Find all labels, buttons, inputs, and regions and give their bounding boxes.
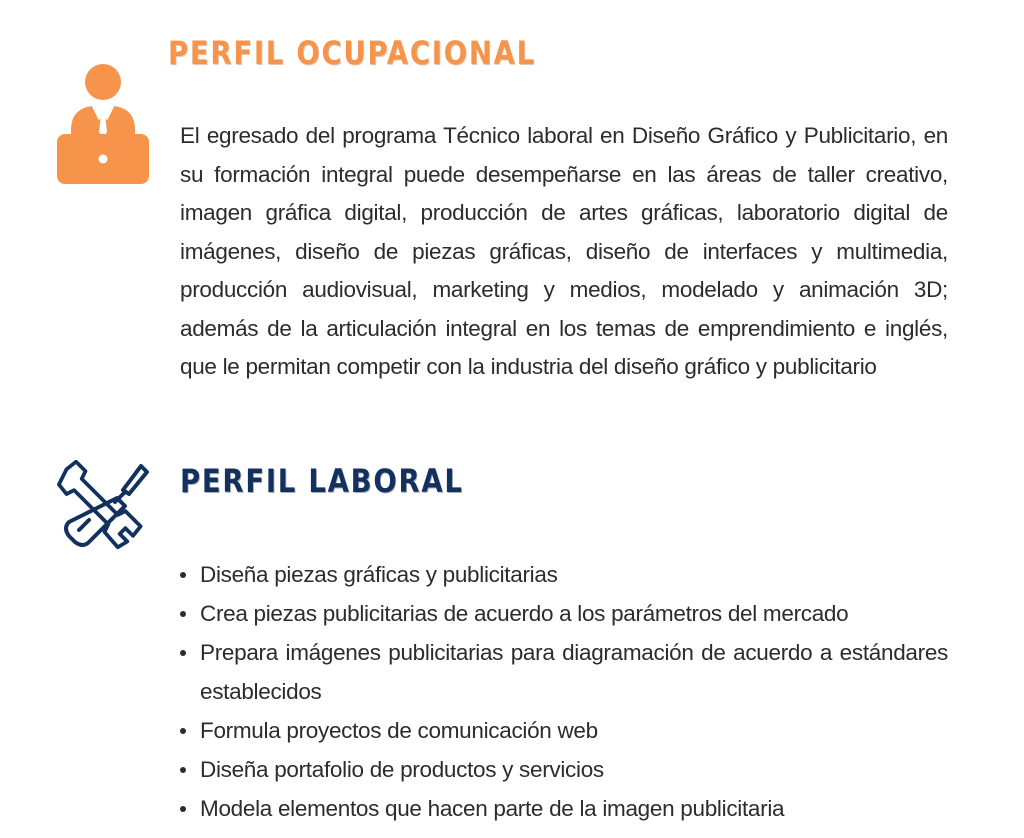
list-item: Prepara imágenes publicitarias para diagramación de acuerdo a estándares establecidos bbox=[180, 633, 948, 711]
occupational-profile-description: El egresado del programa Técnico laboral en Diseño Gráfico y Publicitario, en su formación integral puede desempeñarse en las áreas de taller creativo, imagen gráfica digital, producción de artes gráficas, laboratorio digital de imágenes, diseño de piezas gráficas, diseño de interfaces y multimedia, producción audiovisual, marketing y medios, modelado y animación 3D; además de la articulación integral en los temas de emprendimiento e inglés, que le permitan competir con la industria del diseño gráfico y publicitario bbox=[180, 123, 948, 379]
labor-profile-section bbox=[0, 440, 1024, 838]
list-item: Diseña piezas gráficas y publicitarias bbox=[180, 555, 948, 594]
occupational-profile-section bbox=[0, 0, 1024, 400]
list-item: Formula proyectos de comunicación web bbox=[180, 711, 948, 750]
wrench-screwdriver-icon bbox=[55, 460, 151, 556]
labor-profile-title: PERFIL LABORAL bbox=[180, 462, 464, 500]
occupational-profile-title: PERFIL OCUPACIONAL bbox=[168, 34, 536, 72]
list-item: Crea piezas publicitarias de acuerdo a los parámetros del mercado bbox=[180, 594, 948, 633]
worker-laptop-icon bbox=[55, 56, 151, 188]
list-item: Diseña portafolio de productos y servicios bbox=[180, 750, 948, 789]
labor-profile-list bbox=[180, 555, 948, 828]
list-item: Modela elementos que hacen parte de la imagen publicitaria bbox=[180, 789, 948, 828]
